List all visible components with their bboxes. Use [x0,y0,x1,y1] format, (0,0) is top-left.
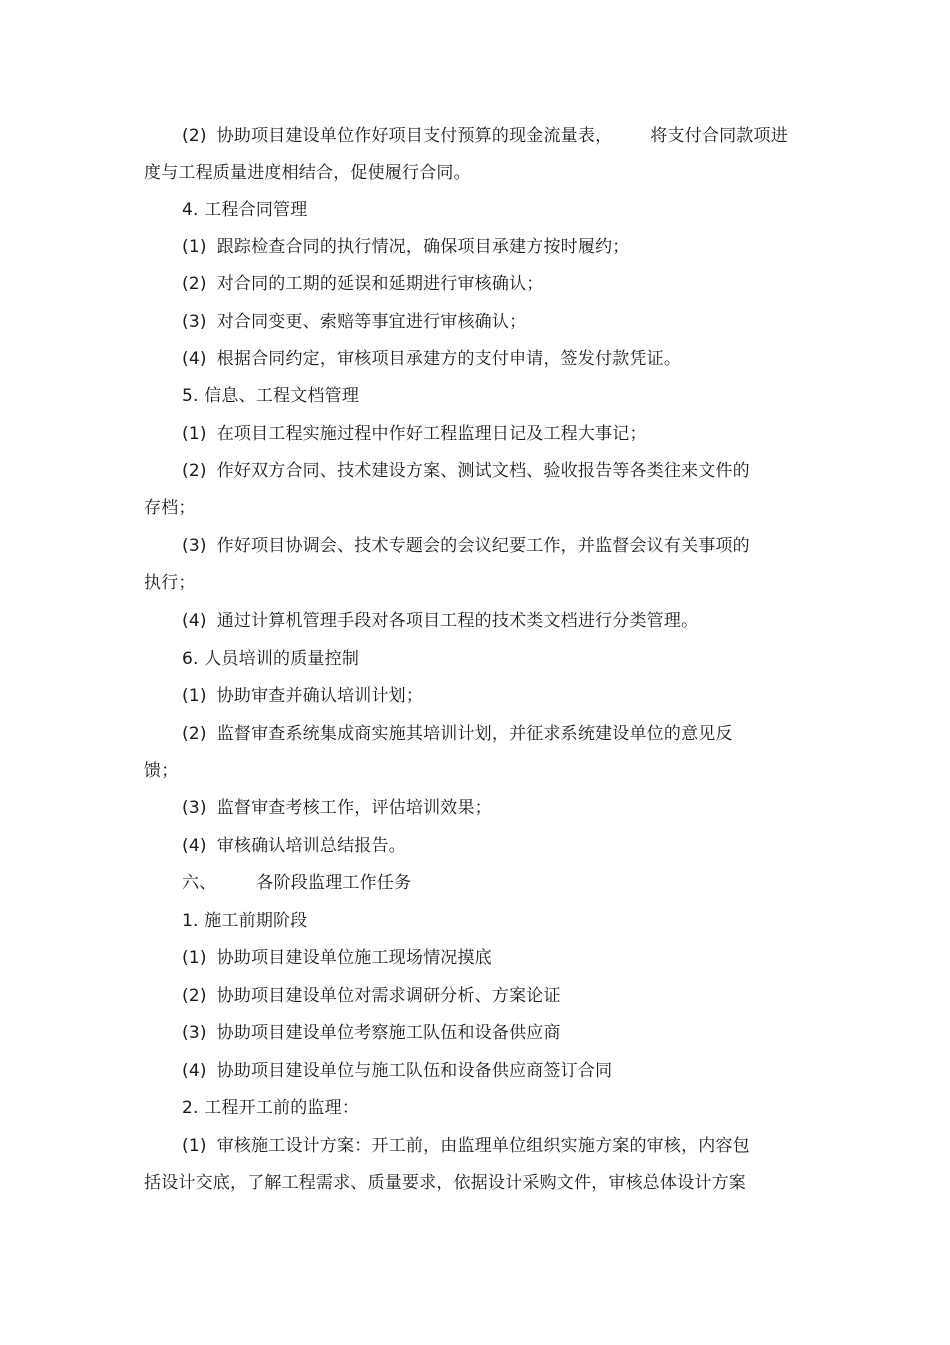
list-item [182,723,733,745]
list-item [182,1022,561,1044]
item-text: 作好项目协调会、技术专题会的会议纪要工作，并监督会议有关事项的 [216,536,750,556]
list-item [182,460,750,482]
item-number: (3) [182,536,207,556]
list-item [182,273,544,295]
item-text: 审核施工设计方案：开工前，由监理单位组织实施方案的审核，内容包 [216,1136,750,1156]
item-text: 协助项目建设单位与施工队伍和设备供应商签订合同 [216,1061,613,1081]
list-item [182,947,492,969]
paragraph-continuation: 执行； [144,573,196,593]
item-text: 协助项目建设单位对需求调研分析、方案论证 [216,986,561,1006]
chapter-title: 各阶段监理工作任务 [256,873,412,893]
item-text: 对合同变更、索赔等事宜进行审核确认； [216,312,527,332]
section-heading: 4. 工程合同管理 [182,200,308,220]
list-item [182,236,630,258]
item-text: 作好双方合同、技术建设方案、测试文档、验收报告等各类往来文件的 [216,461,750,481]
item-number: (1) [182,424,207,444]
item-text-continued: 将支付合同款项进 [650,126,788,146]
item-number: (1) [182,948,207,968]
item-number: (2) [182,274,207,294]
list-item [182,1060,612,1082]
list-item [182,311,526,333]
item-text: 审核确认培训总结报告。 [216,836,406,856]
item-number: (4) [182,1061,207,1081]
item-number: (2) [182,724,207,744]
list-item [182,610,698,632]
item-number: (3) [182,798,207,818]
item-text: 协助项目建设单位施工现场情况摸底 [216,948,492,968]
item-text: 跟踪检查合同的执行情况，确保项目承建方按时履约； [216,237,630,257]
section-heading: 5. 信息、工程文档管理 [182,386,360,406]
item-number: (3) [182,312,207,332]
section-heading: 2. 工程开工前的监理： [182,1098,360,1118]
list-item [182,985,561,1007]
list-item [182,348,681,370]
item-number: (2) [182,126,207,146]
item-text: 根据合同约定，审核项目承建方的支付申请，签发付款凭证。 [216,349,682,369]
item-text: 监督审查系统集成商实施其培训计划，并征求系统建设单位的意见反 [216,724,733,744]
item-number: (4) [182,836,207,856]
chapter-heading [182,872,411,894]
item-text: 协助项目建设单位考察施工队伍和设备供应商 [216,1023,561,1043]
paragraph-continuation: 括设计交底，了解工程需求、质量要求，依据设计采购文件，审核总体设计方案 [144,1173,746,1193]
item-number: (1) [182,237,207,257]
paragraph-continuation: 馈； [144,761,179,781]
section-heading: 6. 人员培训的质量控制 [182,649,360,669]
item-number: (3) [182,1023,207,1043]
item-text: 通过计算机管理手段对各项目工程的技术类文档进行分类管理。 [216,611,699,631]
paragraph-continuation: 度与工程质量进度相结合，促使履行合同。 [144,163,471,183]
item-number: (1) [182,1136,207,1156]
list-item [182,535,750,557]
list-item [182,423,647,445]
list-item [182,685,423,707]
item-number: (4) [182,611,207,631]
item-text: 协助审查并确认培训计划； [216,686,424,706]
item-number: (2) [182,461,207,481]
item-number: (1) [182,686,207,706]
paragraph-line [182,125,788,147]
item-text: 监督审查考核工作，评估培训效果； [216,798,492,818]
item-number: (2) [182,986,207,1006]
paragraph-continuation: 存档； [144,498,196,518]
item-text: 对合同的工期的延误和延期进行审核确认； [216,274,544,294]
section-heading: 1. 施工前期阶段 [182,911,308,931]
chapter-number: 六、 [182,873,217,893]
list-item [182,1135,750,1157]
list-item [182,797,492,819]
item-text: 协助项目建设单位作好项目支付预算的现金流量表， [216,126,613,146]
item-number: (4) [182,349,207,369]
list-item [182,835,406,857]
item-text: 在项目工程实施过程中作好工程监理日记及工程大事记； [216,424,647,444]
